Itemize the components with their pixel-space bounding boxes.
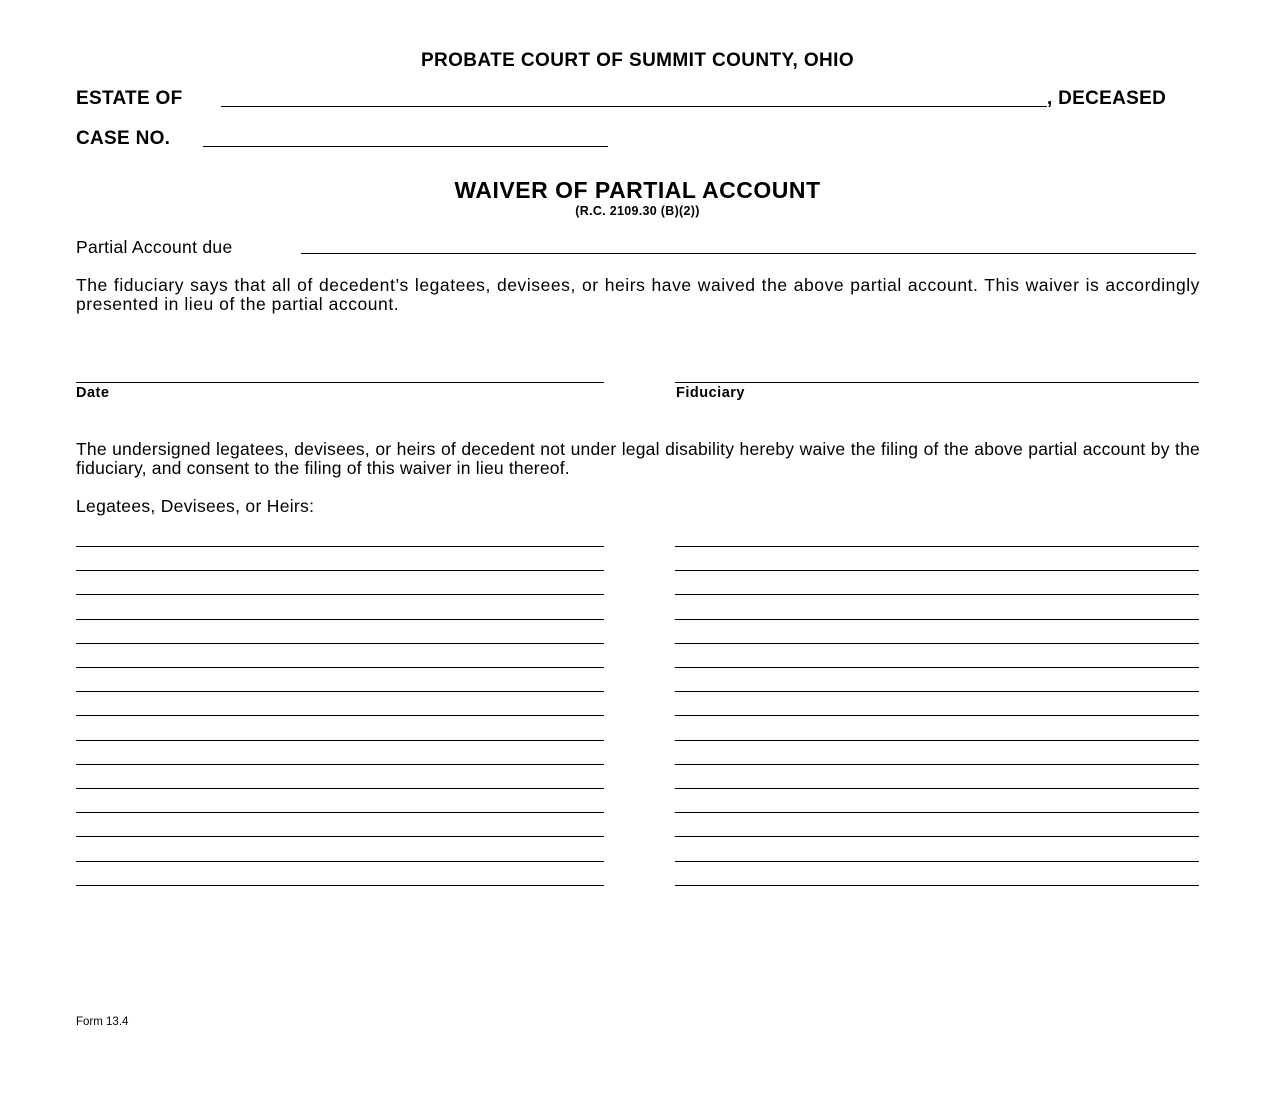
- case-number-label: CASE NO.: [76, 128, 171, 149]
- fiduciary-statement: The fiduciary says that all of decedent’s legatees, devisees, or heirs have waived the above partial account. This waiver is accordingly presented in lieu of the partial account.: [76, 275, 1200, 314]
- statute-reference: (R.C. 2109.30 (B)(2)): [575, 204, 700, 218]
- heir-signature-line-left-2[interactable]: [76, 570, 604, 571]
- heir-signature-line-right-5[interactable]: [675, 643, 1199, 644]
- heir-signature-line-right-7[interactable]: [675, 691, 1199, 692]
- partial-account-label: Partial Account due: [76, 237, 233, 257]
- court-heading: PROBATE COURT OF SUMMIT COUNTY, OHIO: [420, 50, 855, 71]
- heir-signature-line-right-13[interactable]: [675, 836, 1199, 837]
- heir-signature-line-left-13[interactable]: [76, 836, 604, 837]
- heir-signature-line-left-6[interactable]: [76, 667, 604, 668]
- fiduciary-label: Fiduciary: [676, 385, 745, 401]
- consent-statement: The undersigned legatees, devisees, or heirs of decedent not under legal disability hereby waive the filing of the above partial account by the fiduciary, and consent to the filing of this waiver in lieu thereof.: [76, 439, 1200, 478]
- deceased-label: , DECEASED: [1047, 88, 1167, 109]
- heir-signature-line-left-14[interactable]: [76, 861, 604, 862]
- estate-name-field[interactable]: [221, 106, 1047, 107]
- heir-signature-line-left-5[interactable]: [76, 643, 604, 644]
- date-label: Date: [76, 385, 110, 401]
- heir-signature-line-right-6[interactable]: [675, 667, 1199, 668]
- heirs-label: Legatees, Devisees, or Heirs:: [76, 496, 315, 516]
- form-title: WAIVER OF PARTIAL ACCOUNT: [454, 177, 821, 203]
- form-number: Form 13.4: [76, 1016, 129, 1028]
- heir-signature-line-right-15[interactable]: [675, 885, 1199, 886]
- heir-signature-line-right-11[interactable]: [675, 788, 1199, 789]
- heir-signature-line-left-9[interactable]: [76, 740, 604, 741]
- heir-signature-line-left-1[interactable]: [76, 546, 604, 547]
- date-signature-line[interactable]: [76, 382, 604, 383]
- fiduciary-signature-line[interactable]: [675, 382, 1199, 383]
- heir-signature-line-right-1[interactable]: [675, 546, 1199, 547]
- heir-signature-line-left-8[interactable]: [76, 715, 604, 716]
- heir-signature-line-left-10[interactable]: [76, 764, 604, 765]
- estate-label: ESTATE OF: [76, 88, 183, 109]
- heir-signature-line-left-3[interactable]: [76, 594, 604, 595]
- heir-signature-line-left-12[interactable]: [76, 812, 604, 813]
- heir-signature-line-left-11[interactable]: [76, 788, 604, 789]
- partial-account-field[interactable]: [301, 253, 1196, 254]
- heir-signature-line-right-10[interactable]: [675, 764, 1199, 765]
- heir-signature-line-right-8[interactable]: [675, 715, 1199, 716]
- heir-signature-line-left-4[interactable]: [76, 619, 604, 620]
- case-number-field[interactable]: [203, 146, 608, 147]
- heir-signature-line-right-4[interactable]: [675, 619, 1199, 620]
- heir-signature-line-right-2[interactable]: [675, 570, 1199, 571]
- heir-signature-line-right-3[interactable]: [675, 594, 1199, 595]
- heir-signature-line-left-7[interactable]: [76, 691, 604, 692]
- heir-signature-line-right-9[interactable]: [675, 740, 1199, 741]
- heir-signature-line-right-14[interactable]: [675, 861, 1199, 862]
- heir-signature-line-left-15[interactable]: [76, 885, 604, 886]
- heir-signature-line-right-12[interactable]: [675, 812, 1199, 813]
